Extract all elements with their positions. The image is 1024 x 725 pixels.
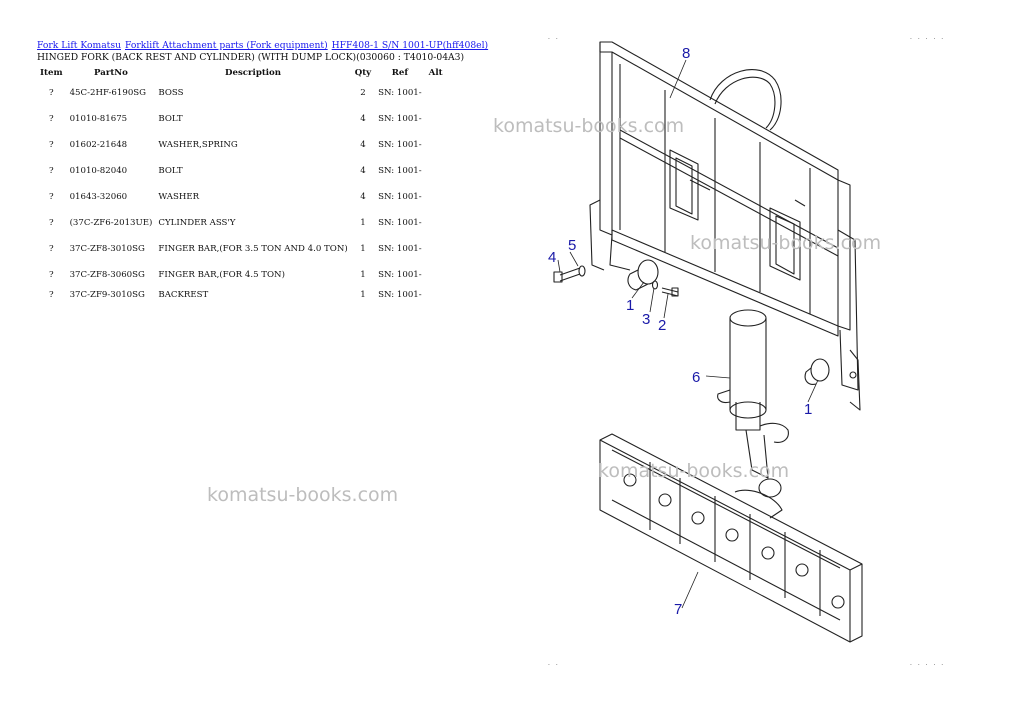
cell-qty: 1 [360, 270, 366, 280]
callout-1b: 1 [804, 401, 813, 418]
cell-description: FINGER BAR,(FOR 3.5 TON AND 4.0 TON) [158, 244, 348, 254]
cell-partno: (37C-ZF6-2013UE) [69, 218, 153, 228]
cell-ref: SN: 1001- [378, 270, 422, 280]
table-row [36, 262, 447, 288]
bolt-washer-illustration [554, 266, 585, 282]
boss-left-illustration [628, 260, 658, 290]
cell-item: ? [48, 166, 54, 176]
cell-description: FINGER BAR,(FOR 4.5 TON) [158, 270, 285, 280]
cell-ref: SN: 1001- [378, 88, 422, 98]
header-qty: Qty [354, 68, 372, 78]
corner-mark-bl: · · [548, 662, 560, 669]
callout-7: 7 [674, 601, 683, 618]
cell-partno: 37C-ZF8-3010SG [69, 244, 145, 254]
cell-item: ? [48, 192, 54, 202]
leader-lines [558, 60, 818, 608]
cell-partno: 01010-81675 [69, 114, 128, 124]
callout-4: 4 [548, 249, 557, 266]
cell-partno: 45C-2HF-6190SG [69, 88, 147, 98]
boss-right-illustration [805, 359, 829, 384]
cell-partno: 01602-21648 [69, 140, 128, 150]
cell-alt [425, 236, 447, 262]
cell-item: ? [48, 140, 54, 150]
corner-mark-tr: · · · · · [910, 36, 946, 43]
table-row [36, 236, 447, 262]
callout-5: 5 [568, 237, 577, 254]
breadcrumb-link-model[interactable]: HFF408-1 S/N 1001-UP(hff408el) [331, 40, 489, 51]
cell-alt [425, 158, 447, 184]
table-row [36, 80, 447, 106]
cell-ref: SN: 1001- [378, 290, 422, 300]
cell-qty: 4 [360, 140, 366, 150]
cell-qty: 1 [360, 290, 366, 300]
cell-item: ? [48, 270, 54, 280]
corner-mark-tl: · · [548, 36, 560, 43]
small-bolt-illustration [653, 281, 679, 296]
cell-qty: 4 [360, 166, 366, 176]
callout-1: 1 [626, 297, 635, 314]
watermark-text: komatsu-books.com [493, 115, 685, 137]
cell-alt [425, 184, 447, 210]
cell-item: ? [48, 244, 54, 254]
cell-item: ? [48, 88, 54, 98]
cell-qty: 4 [360, 192, 366, 202]
cell-ref: SN: 1001- [378, 140, 422, 150]
watermark-text: komatsu-books.com [207, 484, 399, 506]
cell-ref: SN: 1001- [378, 192, 422, 202]
cell-alt [425, 132, 447, 158]
cell-description: BOSS [158, 88, 184, 98]
cell-description: BOLT [158, 166, 183, 176]
cell-partno: 37C-ZF8-3060SG [69, 270, 145, 280]
breadcrumb [37, 40, 492, 51]
watermark-text: komatsu-books.com [690, 232, 882, 254]
callout-2: 2 [658, 317, 667, 334]
cell-description: WASHER [158, 192, 200, 202]
page-title: HINGED FORK (BACK REST AND CYLINDER) (WITH DUMP LOCK)(030060 : T4010-04A3) [37, 52, 465, 63]
corner-mark-br: · · · · · [910, 662, 946, 669]
header-partno: PartNo [94, 68, 128, 78]
header-ref: Ref [391, 68, 409, 78]
cell-item: ? [48, 290, 54, 300]
header-description: Description [225, 68, 282, 78]
cell-item: ? [48, 218, 54, 228]
table-row [36, 106, 447, 132]
backrest-illustration [590, 42, 860, 410]
callout-8: 8 [682, 45, 691, 62]
cell-qty: 1 [360, 244, 366, 254]
cell-item: ? [48, 114, 54, 124]
table-row [36, 288, 447, 302]
cell-partno: 37C-ZF9-3010SG [69, 290, 145, 300]
cell-qty: 1 [360, 218, 366, 228]
cell-description: CYLINDER ASS'Y [158, 218, 236, 228]
cell-ref: SN: 1001- [378, 244, 422, 254]
cell-alt [425, 288, 447, 302]
cell-qty: 4 [360, 114, 366, 124]
cell-ref: SN: 1001- [378, 218, 422, 228]
cell-partno: 01010-82040 [69, 166, 128, 176]
cell-alt [425, 262, 447, 288]
cell-alt [425, 80, 447, 106]
table-row [36, 158, 447, 184]
breadcrumb-link-forklift[interactable]: Fork Lift Komatsu [37, 40, 121, 51]
table-header-row [36, 66, 447, 80]
cell-qty: 2 [360, 88, 366, 98]
table-row [36, 210, 447, 236]
table-row [36, 132, 447, 158]
cell-description: BACKREST [158, 290, 209, 300]
cell-description: WASHER,SPRING [158, 140, 238, 150]
watermark-text: komatsu-books.com [598, 460, 790, 482]
cell-ref: SN: 1001- [378, 114, 422, 124]
cell-ref: SN: 1001- [378, 166, 422, 176]
cell-description: BOLT [158, 114, 183, 124]
cell-alt [425, 210, 447, 236]
callout-6: 6 [692, 369, 701, 386]
table-row [36, 184, 447, 210]
parts-table [36, 66, 447, 302]
cell-alt [425, 106, 447, 132]
callout-3: 3 [642, 311, 651, 328]
header-alt: Alt [428, 68, 443, 78]
header-item: Item [40, 68, 63, 78]
cell-partno: 01643-32060 [69, 192, 128, 202]
breadcrumb-link-attachment[interactable]: Forklift Attachment parts (Fork equipment) [125, 40, 328, 51]
